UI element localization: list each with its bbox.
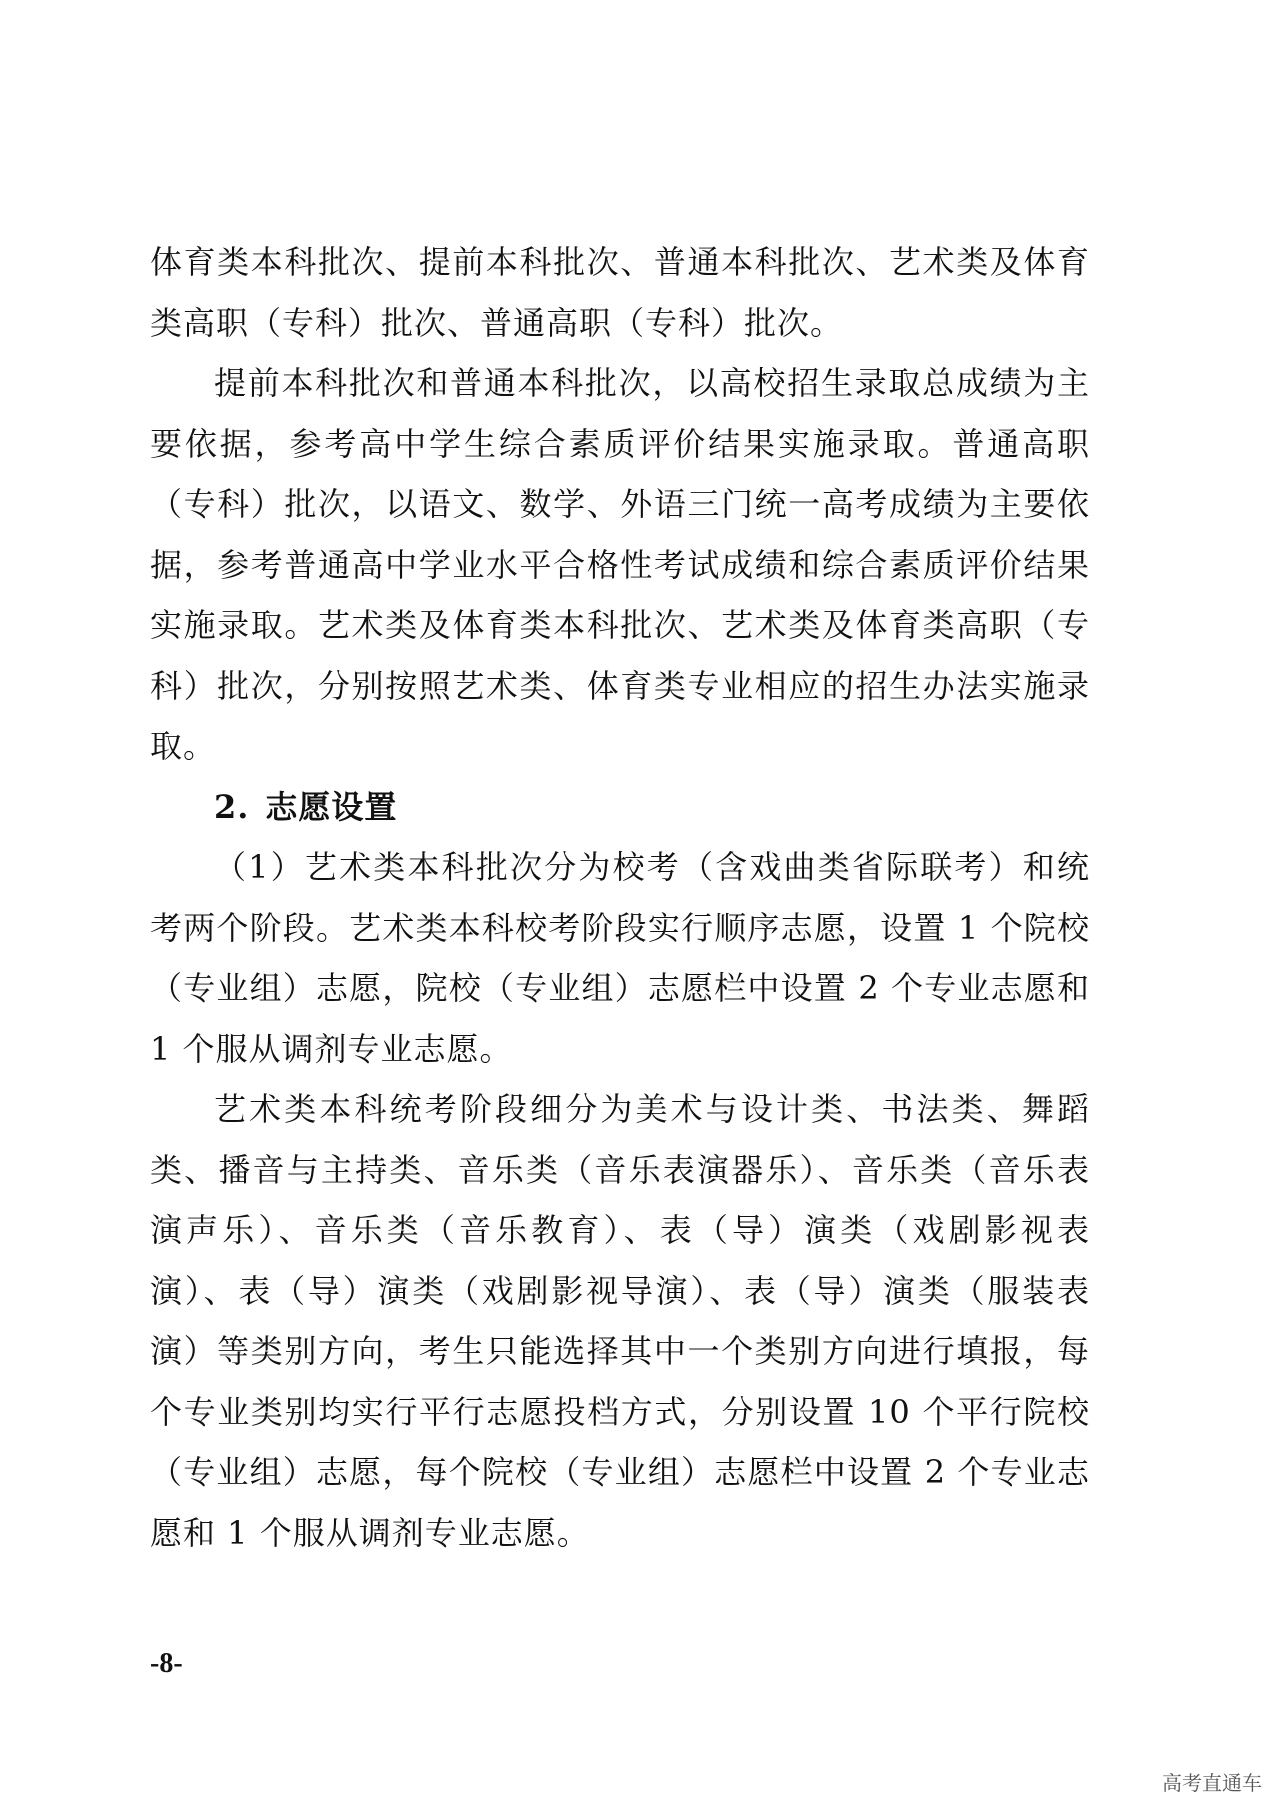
paragraph-batch-list: 体育类本科批次、提前本科批次、普通本科批次、艺术类及体育类高职（专科）批次、普通高职（专科）批次。 [150,243,1090,342]
page-body [150,232,1090,1563]
paragraph-admission-basis: 提前本科批次和普通本科批次，以高校招生录取总成绩为主要依据，参考高中学生综合素质评价结果实施录取。普通高职（专科）批次，以语文、数学、外语三门统一高考成绩为主要依据，参考普通高中学业水平合格性考试成绩和综合素质评价结果实施录取。艺术类及体育类本科批次、艺术类及体育类高职（专科）批次，分别按照艺术类、体育类专业相应的招生办法实施录取。 [150,364,1090,765]
section-heading [150,777,1090,838]
section-heading-text: 志愿设置 [265,787,398,826]
watermark-text: 高考直通车 [1162,1771,1262,1795]
paragraph-art-unified-exam: 艺术类本科统考阶段细分为美术与设计类、书法类、舞蹈类、播音与主持类、音乐类（音乐表演器乐）、音乐类（音乐表演声乐）、音乐类（音乐教育）、表（导）演类（戏剧影视表演）、表（导）演类（戏剧影视导演）、表（导）演类（服装表演）等类别方向，考生只能选择其中一个类别方向进行填报，每个专业类别均实行平行志愿投档方式，分别设置 10 个平行院校（专业组）志愿，每个院校（专业组）志愿栏中设置 2 个专业志愿和 1 个服从调剂专业志愿。 [150,1090,1090,1552]
page-number: -8- [150,1648,183,1679]
paragraph-art-school-exam: （1）艺术类本科批次分为校考（含戏曲类省际联考）和统考两个阶段。艺术类本科校考阶段实行顺序志愿，设置 1 个院校（专业组）志愿，院校（专业组）志愿栏中设置 2 个专业志愿和 1 个服从调剂专业志愿。 [150,848,1090,1068]
section-heading-number: 2. [214,787,250,826]
